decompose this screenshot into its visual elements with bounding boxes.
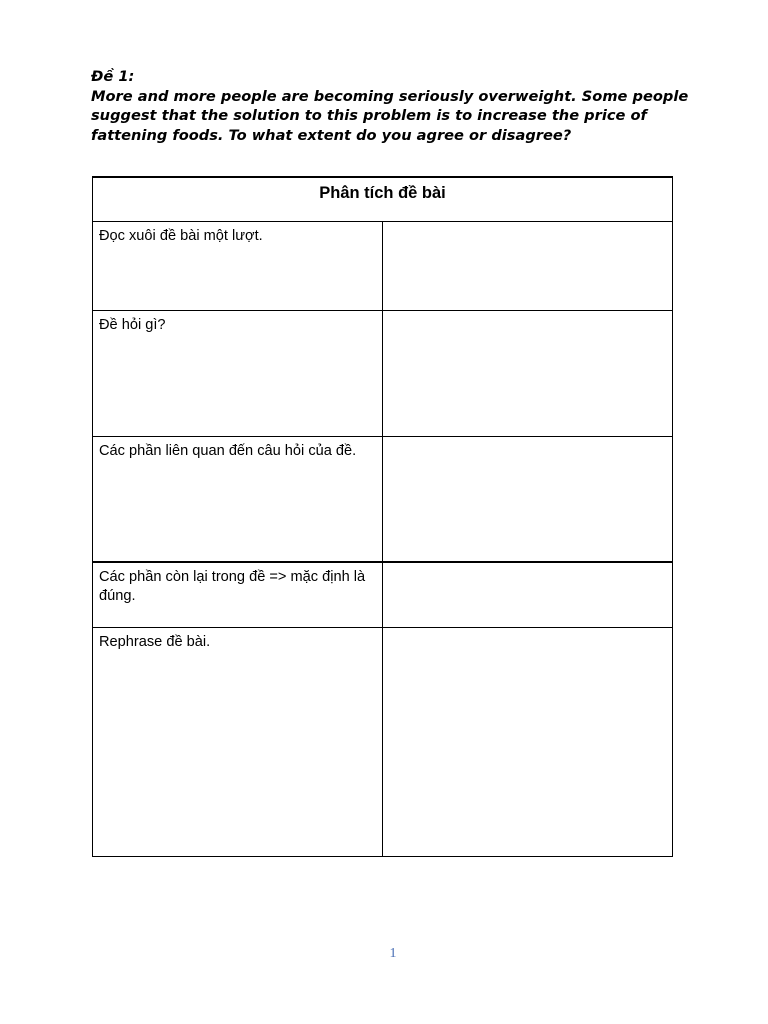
row-answer-question[interactable] <box>383 310 673 436</box>
prompt-text: More and more people are becoming seriously overweight. Some people suggest that the solution to this problem is to increase the price of fattening foods. To what extent do you agree or disagree? <box>91 87 689 144</box>
table-header-row <box>93 177 673 221</box>
prompt-heading: Đề 1: <box>91 68 135 85</box>
analysis-table <box>92 176 673 857</box>
row-answer-remaining-parts[interactable] <box>383 562 673 628</box>
row-answer-related-parts[interactable] <box>383 436 673 562</box>
table-row <box>93 221 673 310</box>
essay-prompt <box>91 67 691 145</box>
table-row <box>93 310 673 436</box>
row-answer-rephrase[interactable] <box>383 627 673 856</box>
table-row <box>93 562 673 628</box>
row-label-remaining-parts: Các phần còn lại trong đề => mặc định là đúng. <box>93 562 383 628</box>
row-answer-read-prompt[interactable] <box>383 221 673 310</box>
table-row <box>93 436 673 562</box>
row-label-question: Đề hỏi gì? <box>93 310 383 436</box>
row-label-rephrase: Rephrase đề bài. <box>93 627 383 856</box>
page-number: 1 <box>389 946 397 961</box>
table-row <box>93 627 673 856</box>
table-title: Phân tích đề bài <box>93 177 673 221</box>
row-label-related-parts: Các phần liên quan đến câu hỏi của đề. <box>93 436 383 562</box>
row-label-read-prompt: Đọc xuôi đề bài một lượt. <box>93 221 383 310</box>
